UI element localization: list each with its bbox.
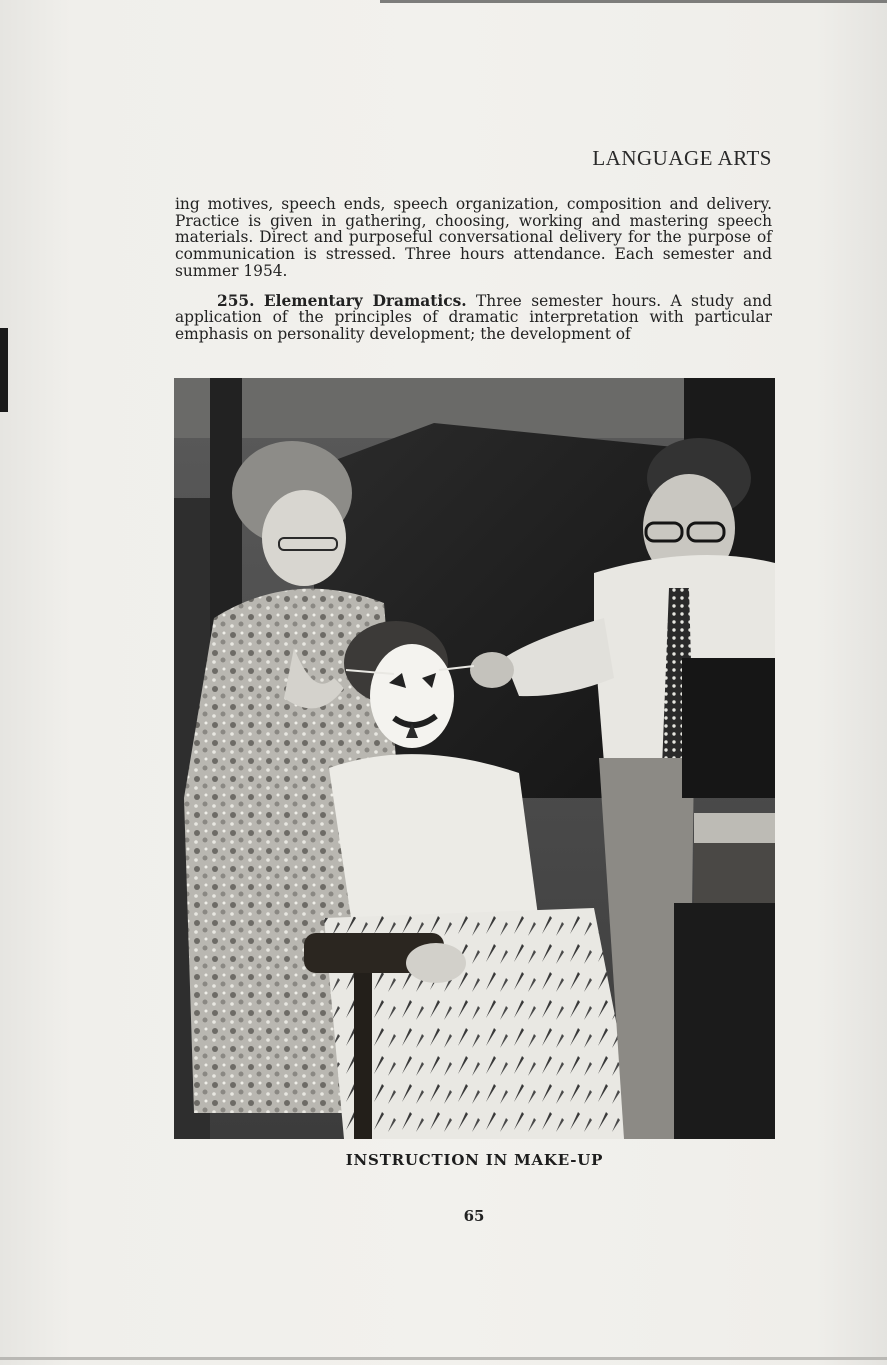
course-number: 255. xyxy=(217,291,255,310)
top-edge-rule xyxy=(380,0,887,3)
makeup-instruction-photo xyxy=(174,378,775,1139)
binding-tab-mark xyxy=(0,328,8,412)
paragraph-continued: ing motives, speech ends, speech organization, composition and delivery. Practice is given in gathering, choosing, working and mastering speech materials. Direct and purposeful conversational delivery for the purpose of communication is stressed. Three hours attendance. Each semester and summer 1954. xyxy=(175,195,772,280)
section-header: LANGUAGE ARTS xyxy=(592,146,772,170)
body-text xyxy=(175,196,772,343)
bottom-edge-rule xyxy=(0,1357,887,1360)
course-entry xyxy=(175,293,772,343)
page-number: 65 xyxy=(463,1207,485,1225)
photo-caption: INSTRUCTION IN MAKE-UP xyxy=(345,1151,604,1169)
course-description: Three semester hours. A study and application of the principles of dramatic interpretation with particular emphasis on personality development; the development of xyxy=(175,291,772,343)
course-title: Elementary Dramatics. xyxy=(263,291,467,310)
